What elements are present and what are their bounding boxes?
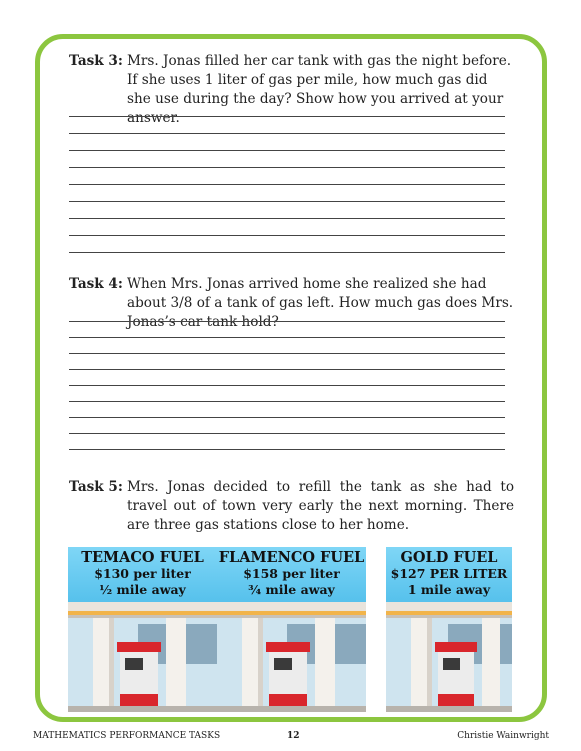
station-temaco xyxy=(68,547,217,712)
task-3-label: Task 3: xyxy=(69,53,123,69)
answer-line xyxy=(69,235,505,236)
station-sign xyxy=(386,547,512,602)
answer-line xyxy=(69,449,505,450)
footer-title: MATHEMATICS PERFORMANCE TASKS xyxy=(33,731,221,741)
station-sign xyxy=(217,547,366,602)
answer-line xyxy=(69,385,505,386)
task-4-text: When Mrs. Jonas arrived home she realized she had about 3/8 of a tank of gas left. How much gas does Mrs. Jonas’s car tank hold? xyxy=(127,276,514,330)
station-price: $158 per liter xyxy=(243,566,340,581)
page-number: 12 xyxy=(287,731,300,741)
answer-line xyxy=(69,184,505,185)
task-5 xyxy=(69,478,514,535)
answer-line xyxy=(69,353,505,354)
station-distance: 1 mile away xyxy=(407,582,491,597)
answer-line xyxy=(69,401,505,402)
footer-author: Christie Wainwright xyxy=(457,731,549,741)
station-sign xyxy=(68,547,217,602)
answer-line xyxy=(69,252,505,253)
task-5-text: Mrs. Jonas decided to refill the tank as she had to travel out of town very early the next morning. There are three gas stations close to her home. xyxy=(127,479,514,533)
answer-line xyxy=(69,218,505,219)
answer-line xyxy=(69,321,505,322)
station-price: $130 per liter xyxy=(94,566,191,581)
answer-line xyxy=(69,433,505,434)
answer-line xyxy=(69,369,505,370)
station-name: TEMACO FUEL xyxy=(81,549,204,566)
answer-line xyxy=(69,201,505,202)
task-4 xyxy=(69,275,514,332)
answer-line xyxy=(69,337,505,338)
task-3-text: Mrs. Jonas filled her car tank with gas the night before. If she uses 1 liter of gas per mile, how much gas did she use during the day? Show how you arrived at your answer. xyxy=(127,53,512,126)
answer-line xyxy=(69,133,505,134)
station-name: GOLD FUEL xyxy=(400,549,498,566)
gas-pump-illustration xyxy=(386,602,512,712)
station-gold xyxy=(386,547,512,712)
gas-pump-illustration xyxy=(68,602,217,712)
station-price: $127 PER LITER xyxy=(390,566,508,581)
answer-line xyxy=(69,116,505,117)
answer-line xyxy=(69,150,505,151)
task-4-label: Task 4: xyxy=(69,276,123,292)
gas-pump-illustration xyxy=(217,602,366,712)
task-5-label: Task 5: xyxy=(69,479,123,495)
station-distance: ¾ mile away xyxy=(248,582,335,597)
answer-line xyxy=(69,417,505,418)
station-name: FLAMENCO FUEL xyxy=(218,549,365,566)
answer-line xyxy=(69,167,505,168)
station-flamenco xyxy=(217,547,366,712)
station-distance: ½ mile away xyxy=(99,582,186,597)
